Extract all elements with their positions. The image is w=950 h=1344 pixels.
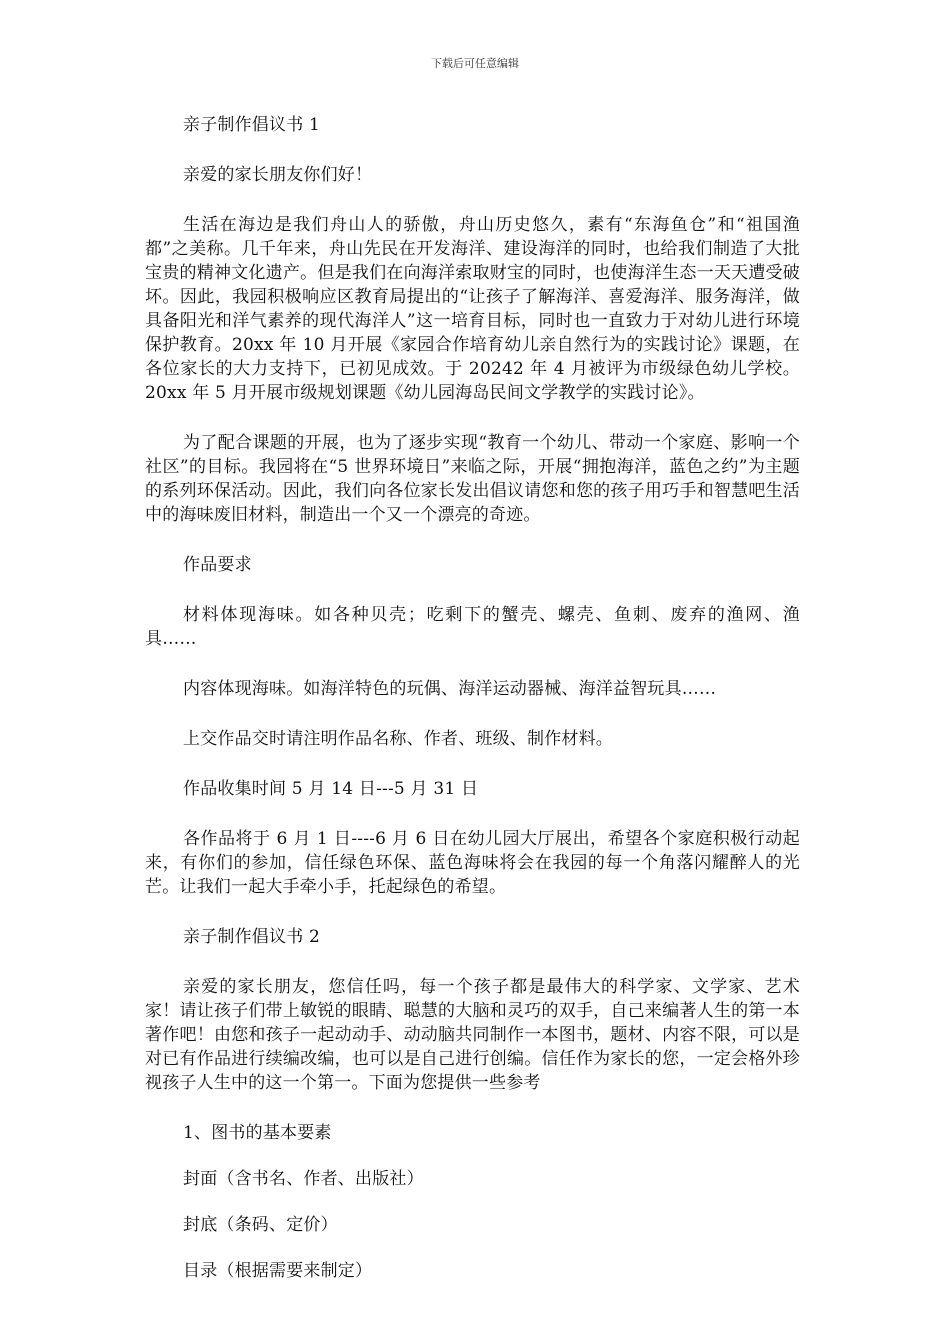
book-element-cover: 封面（含书名、作者、出版社） <box>183 1169 424 1189</box>
section-title-2: 亲子制作倡议书 2 <box>183 927 321 947</box>
book-element-back-cover: 封底（条码、定价） <box>183 1215 338 1235</box>
paragraph-intro: 生活在海边是我们舟山人的骄傲，舟山历史悠久，素有“东海鱼仓”和“祖国渔都”之美称。几千年来，舟山先民在开发海洋、建设海洋的同时，也给我们制造了大批宝贵的精神文化遗产。但是我们在向海洋索取财宝的同时，也使海洋生态一天天遭受破坏。因此，我园积极响应区教育局提出的“让孩子了解海洋、喜爱海洋、服务海洋，做具备阳光和洋气素养的现代海洋人”这一培育目标，同时也一直致力于对幼儿进行环境保护教育。20xx 年 10 月开展《家园合作培育幼儿亲自然行为的实践讨论》课题，在各位家长的大力支持下，已初见成效。于 20242 年 4 月被评为市级绿色幼儿学校。20xx 年 5 月开展市级规划课题《幼儿园海岛民间文学教学的实践讨论》。 <box>145 215 800 403</box>
paragraph-initiative: 为了配合课题的开展，也为了逐步实现“教育一个幼儿、带动一个家庭、影响一个社区”的目标。我园将在“5 世界环境日”来临之际，开展“拥抱海洋，蓝色之约”为主题的系列环保活动。因此，我们向各位家长发出倡议请您和您的孩子用巧手和智慧吧生活中的海味废旧材料，制造出一个又一个漂亮的奇迹。 <box>145 433 800 525</box>
requirements-heading: 作品要求 <box>183 555 252 575</box>
exhibition-paragraph: 各作品将于 6 月 1 日----6 月 6 日在幼儿园大厅展出，希望各个家庭积极行动起来，有你们的参加，信任绿色环保、蓝色海味将会在我园的每一个角落闪耀醉人的光芒。让我们一起大手牵小手，托起绿色的希望。 <box>145 829 800 897</box>
paragraph-book-making: 亲爱的家长朋友，您信任吗，每一个孩子都是最伟大的科学家、文学家、艺术家！请让孩子们带上敏锐的眼睛、聪慧的大脑和灵巧的双手，自己来编著人生的第一本著作吧！由您和孩子一起动动手、动动脑共同制作一本图书，题材、内容不限，可以是对已有作品进行续编改编，也可以是自己进行创编。信任作为家长的您，一定会格外珍视孩子人生中的这一个第一。下面为您提供一些参考 <box>145 977 800 1093</box>
collection-time: 作品收集时间 5 月 14 日---5 月 31 日 <box>183 779 479 799</box>
book-element-toc: 目录（根据需要来制定） <box>183 1261 373 1281</box>
page-header-note: 下载后可任意编辑 <box>431 57 519 70</box>
requirement-material: 材料体现海味。如各种贝壳；吃剩下的蟹壳、螺壳、鱼刺、废弃的渔网、渔具…… <box>145 605 800 649</box>
section-title-1: 亲子制作倡议书 1 <box>183 115 321 135</box>
book-elements-heading: 1、图书的基本要素 <box>183 1123 332 1143</box>
document-body <box>145 113 800 1305</box>
requirement-labeling: 上交作品交时请注明作品名称、作者、班级、制作材料。 <box>183 729 613 749</box>
greeting: 亲爱的家长朋友你们好！ <box>183 165 373 185</box>
requirement-content: 内容体现海味。如海洋特色的玩偶、海洋运动器械、海洋益智玩具…… <box>183 679 717 699</box>
